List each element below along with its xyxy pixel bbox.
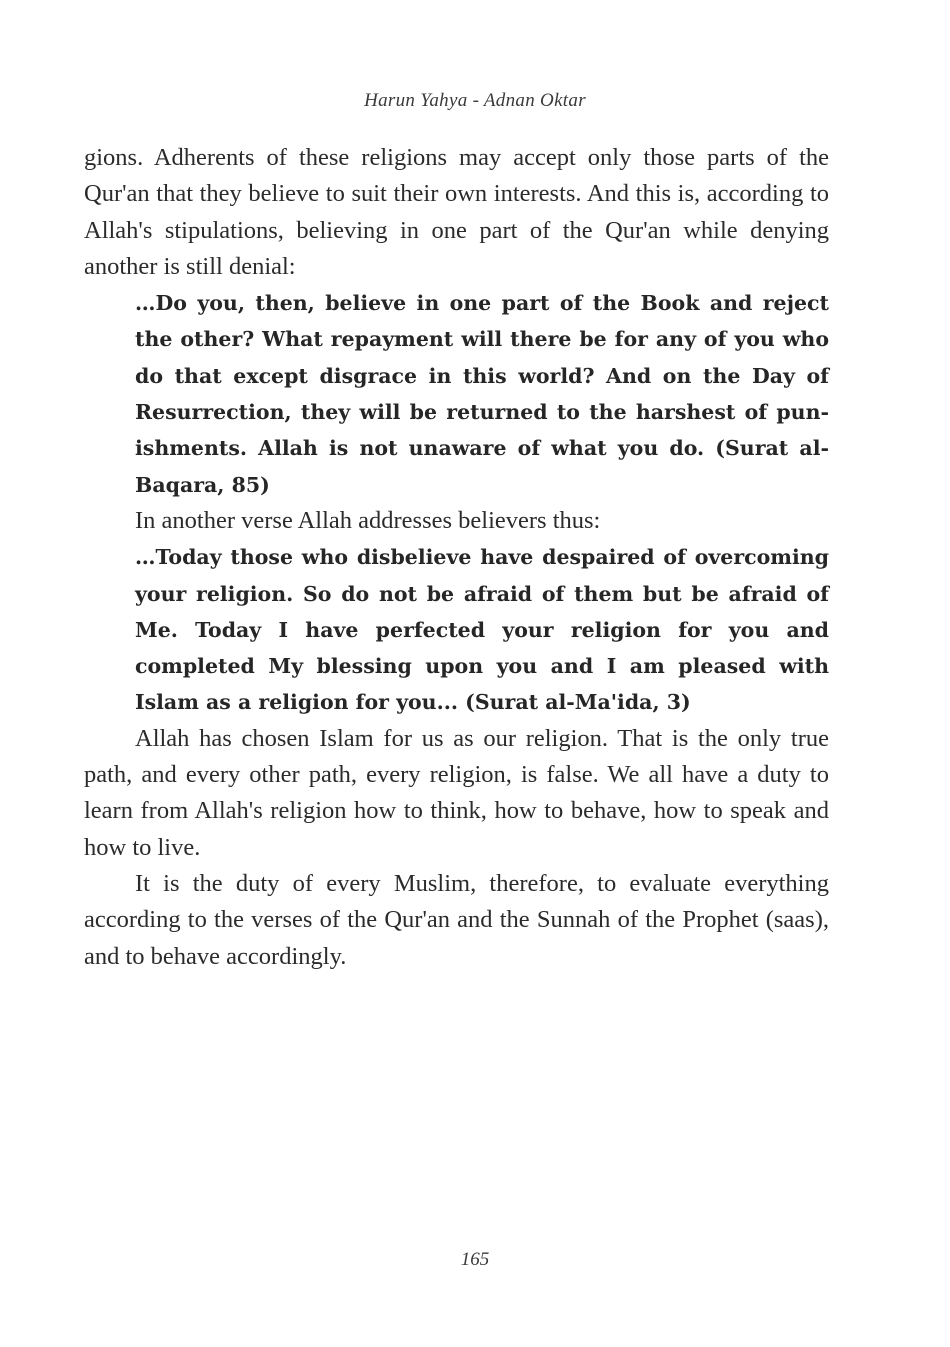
paragraph-continuation: gions. Adherents of these religions may accept only those parts of the Qur'an that they believe to suit their own interests. And this is, according to Allah's stipulations, believing in one part of the Qur'an while denying another is still denial: [84,144,829,280]
page-number: 165 [460,1249,490,1270]
verse-quote-baqara: …Do you, then, believe in one part of the Book and reject the other? What repayment will there be for any of you who do that except disgrace in this world? And on the Day of Resurrection, they will be returned to the harshest of punishments. Allah is not unaware of what you do. (Surat al-Baqara, 85) [135,291,829,497]
paragraph-duty-of-muslim: It is the duty of every Muslim, therefore, to evaluate everything according to the verses of the Qur'an and the Sunnah of the Prophet (saas), and to behave accordingly. [84,869,829,970]
verse-quote-maida: …Today those who disbelieve have despaired of overcoming your religion. So do not be afraid of them but be afraid of Me. Today I have perfected your religion for you and completed My blessing upon you and I am pleased with Islam as a religion for you... (Surat al-Ma'ida, 3) [135,545,829,715]
running-header: Harun Yahya - Adnan Oktar [364,90,586,111]
paragraph-intro-verse: In another verse Allah addresses believers thus: [135,506,601,534]
paragraph-islam-chosen: Allah has chosen Islam for us as our religion. That is the only true path, and every other path, every religion, is false. We all have a duty to learn from Allah's religion how to think, how to behave, how to speak and how to live. [84,724,829,861]
page-body [84,140,829,975]
